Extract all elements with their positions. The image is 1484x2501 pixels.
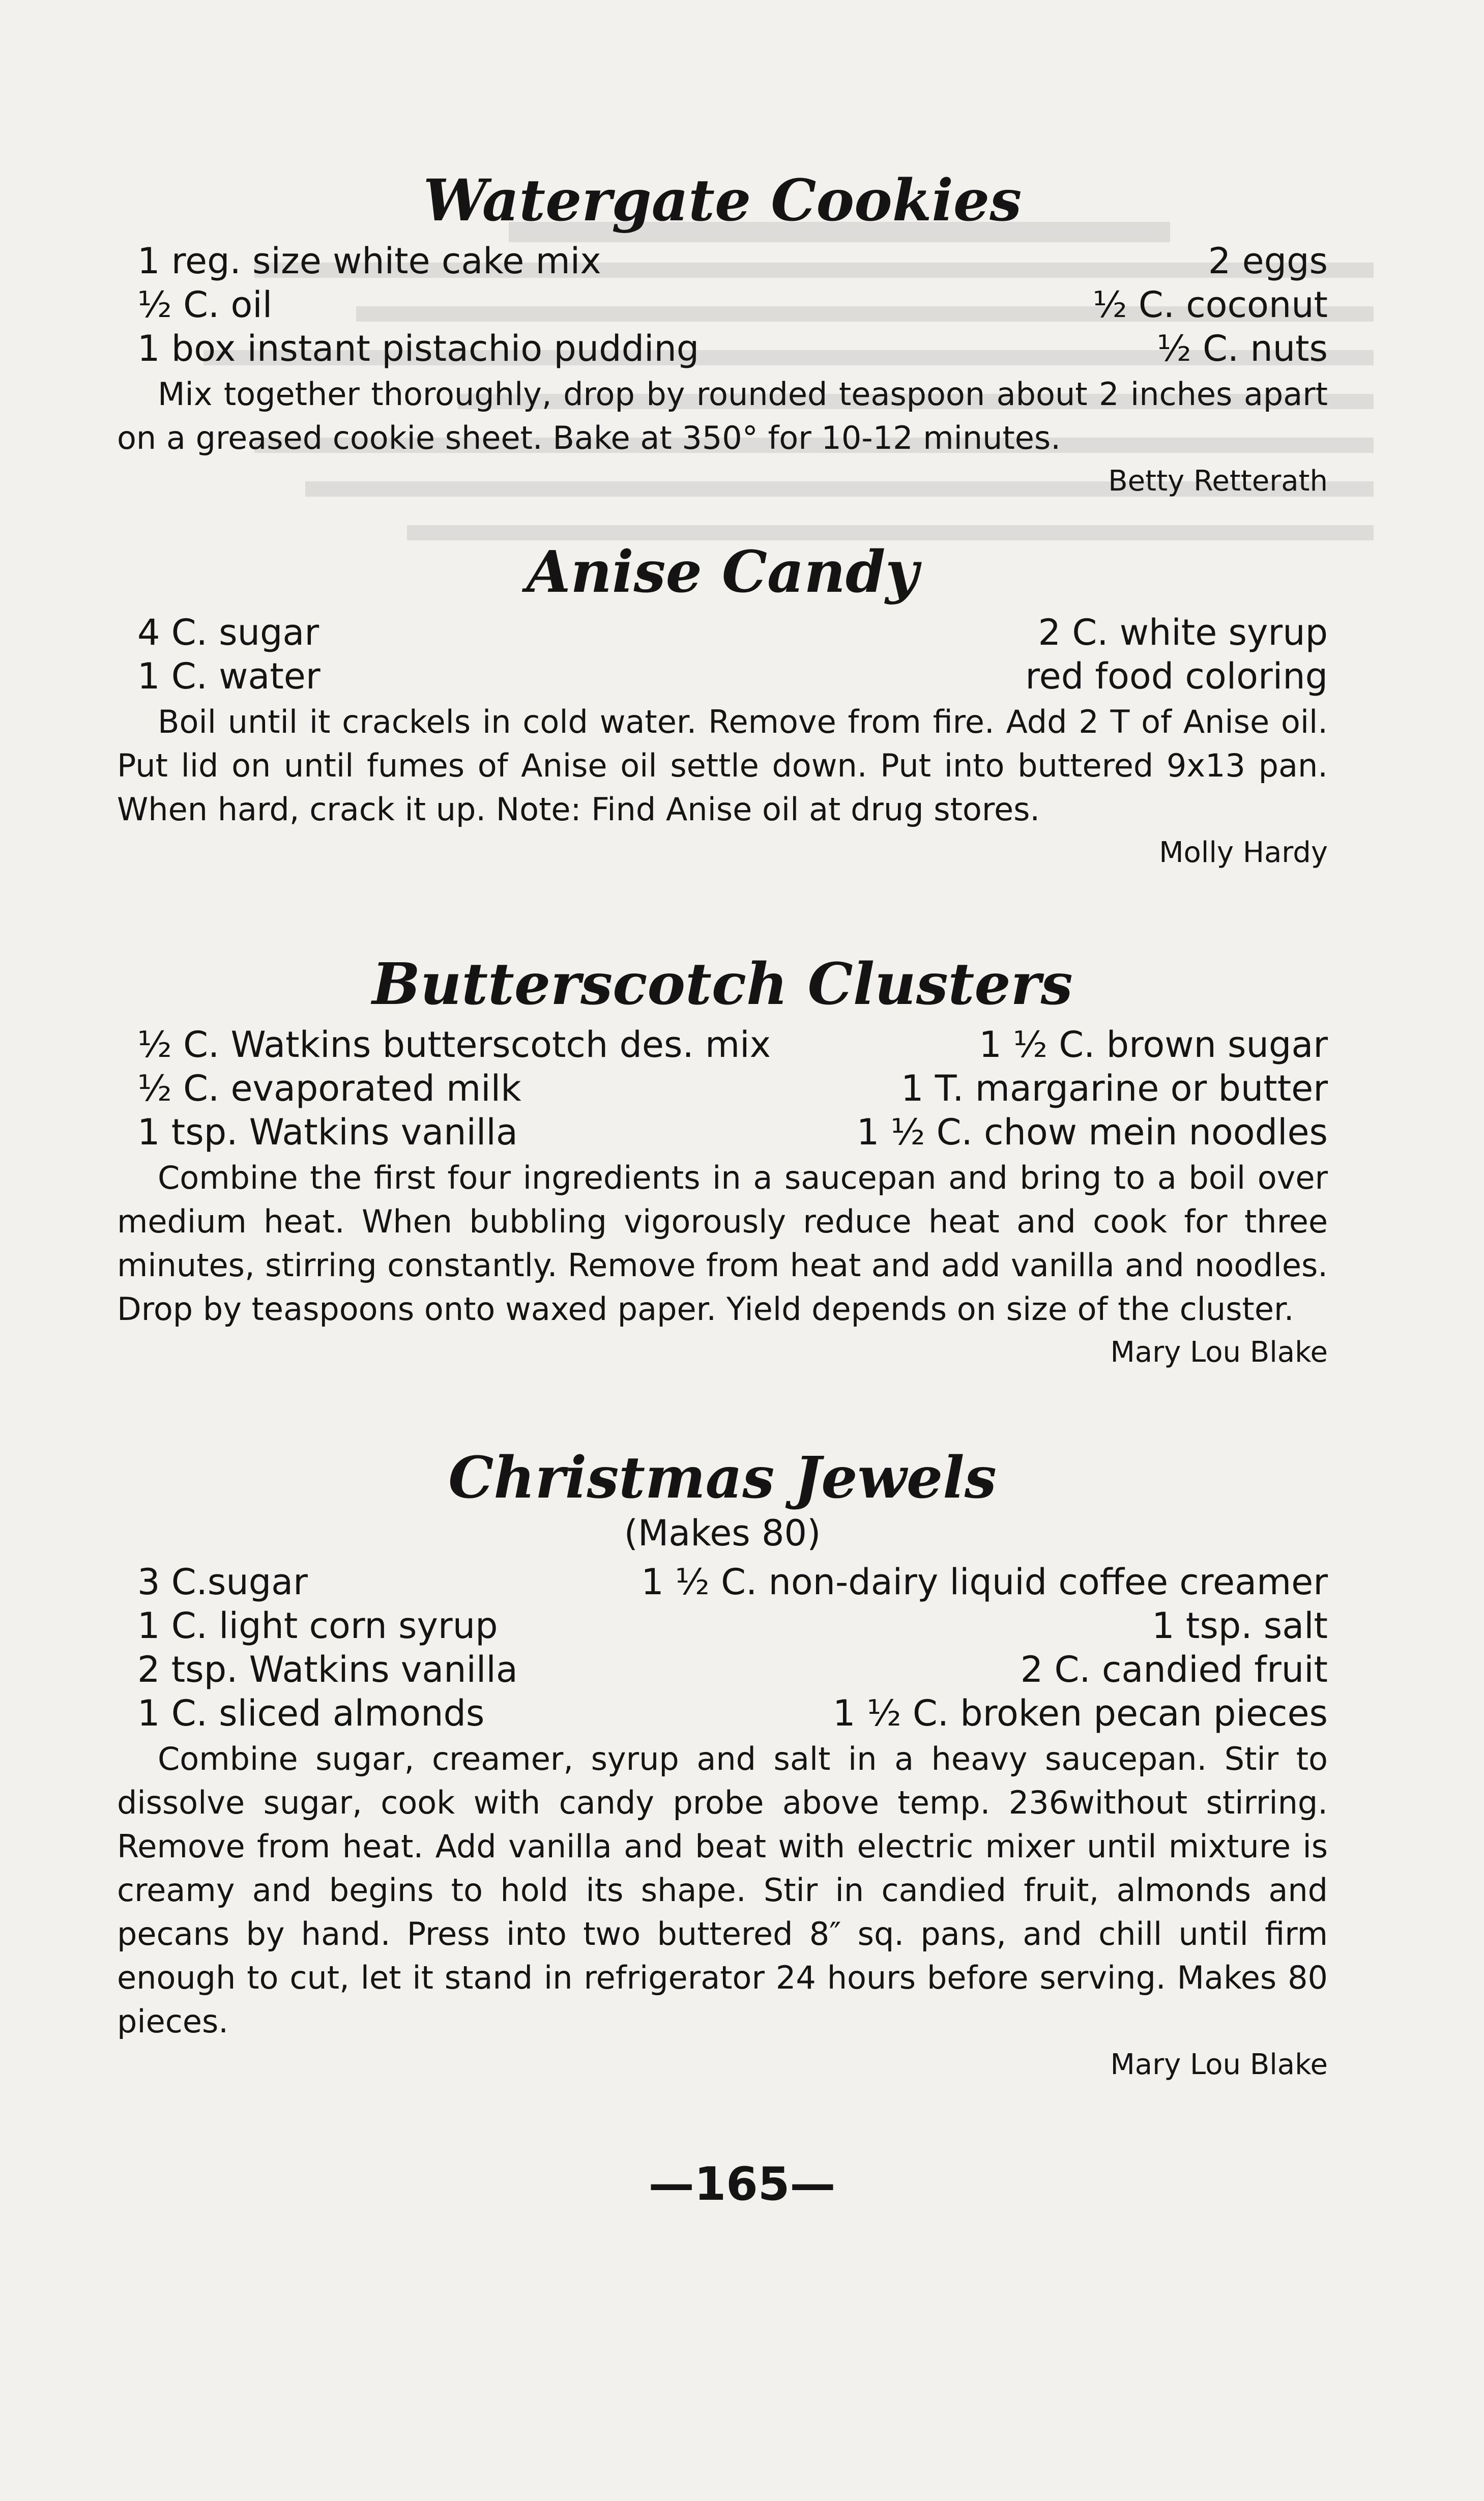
- recipe-author: Mary Lou Blake: [1110, 1336, 1328, 1369]
- ingredient: ½ C. oil: [137, 284, 273, 326]
- ingredient: 1 C. water: [137, 655, 321, 697]
- recipe-author: Molly Hardy: [1159, 836, 1328, 869]
- ingredients-right-column: [857, 1023, 1328, 1154]
- ingredient: 2 C. white syrup: [1038, 612, 1328, 653]
- ingredient: 2 C. candied fruit: [1020, 1649, 1328, 1690]
- recipe-butterscotch-clusters: [117, 952, 1328, 1373]
- recipe-author: Betty Retterath: [1108, 465, 1328, 498]
- recipe-title: Butterscotch Clusters: [372, 951, 1073, 1018]
- ingredient: 1 tsp. salt: [1152, 1605, 1328, 1647]
- ingredient-list: [117, 239, 1328, 370]
- ingredient: ½ C. coconut: [1092, 284, 1328, 326]
- ingredient-list: [117, 1560, 1328, 1735]
- ingredient: 2 tsp. Watkins vanilla: [137, 1649, 518, 1690]
- recipe-christmas-jewels: [117, 1445, 1328, 2085]
- recipe-directions: Combine the first four ingredients in a saucepan and bring to a boil over medium heat. When bubbling vigorously reduce heat and cook for three minutes, stirring constantly. Remove from heat and add vanilla and noodles. Drop by teaspoons onto waxed paper. Yield depends on size of the cluster.: [117, 1159, 1328, 1328]
- ingredients-right-column: [1093, 239, 1328, 370]
- ingredients-left-column: [117, 239, 699, 370]
- recipe-directions: Combine sugar, creamer, syrup and salt in a heavy saucepan. Stir to dissolve sugar, cook with candy probe above temp. 236without stirring. Remove from heat. Add vanilla and beat with electric mixer until mixture is creamy and begins to hold its shape. Stir in candied fruit, almonds and pecans by hand. Press into two buttered 8″ sq. pans, and chill until firm enough to cut, let it stand in refrigerator 24 hours before serving. Makes 80 pieces.: [117, 1740, 1328, 2040]
- ingredient: 2 eggs: [1208, 240, 1328, 282]
- ingredients-left-column: [117, 1023, 771, 1154]
- ingredient: 1 ½ C. chow mein noodles: [856, 1111, 1328, 1153]
- ingredient: ½ C. nuts: [1156, 328, 1328, 369]
- ingredients-left-column: [117, 611, 321, 698]
- recipe-directions: Boil until it crackels in cold water. Remove from fire. Add 2 T of Anise oil. Put lid on until fumes of Anise oil settle down. Put into buttered 9x13 pan. When hard, crack it up. Note: Find Anise oil at drug stores.: [117, 703, 1328, 828]
- ingredient: 4 C. sugar: [137, 612, 319, 653]
- recipe-title: Anise Candy: [526, 539, 919, 606]
- recipe-title: Watergate Cookies: [423, 167, 1022, 234]
- ingredients-right-column: [641, 1560, 1328, 1735]
- ingredients-right-column: [1025, 611, 1328, 698]
- recipe-directions: Mix together thoroughly, drop by rounded teaspoon about 2 inches apart on a greased cookie sheet. Bake at 350° for 10-12 minutes.: [117, 376, 1328, 456]
- recipe-anise-candy: [117, 539, 1328, 873]
- ingredient-list: [117, 1023, 1328, 1154]
- ingredient: 1 ½ C. brown sugar: [979, 1024, 1328, 1066]
- ingredients-left-column: [117, 1560, 518, 1735]
- ingredient: red food coloring: [1025, 655, 1328, 697]
- recipe-yield: (Makes 80): [624, 1512, 821, 1554]
- ingredient: 1 C. light corn syrup: [137, 1605, 498, 1647]
- recipe-watergate-cookies: [117, 168, 1328, 502]
- ingredient: 1 C. sliced almonds: [137, 1692, 485, 1734]
- recipe-author: Mary Lou Blake: [1110, 2048, 1328, 2081]
- recipe-title: Christmas Jewels: [448, 1445, 997, 1511]
- ingredient: 1 reg. size white cake mix: [137, 240, 601, 282]
- ingredient: 1 T. margarine or butter: [900, 1068, 1328, 1109]
- ingredient: 1 ½ C. non-dairy liquid coffee creamer: [641, 1561, 1328, 1603]
- ingredient: ½ C. evaporated milk: [137, 1068, 521, 1109]
- page-number: —165—: [648, 2158, 836, 2211]
- ingredient: 1 box instant pistachio pudding: [137, 328, 700, 369]
- ingredient: ½ C. Watkins butterscotch des. mix: [137, 1024, 771, 1066]
- ingredient-list: [117, 611, 1328, 698]
- ingredient: 3 C.sugar: [137, 1561, 308, 1603]
- ingredient: 1 tsp. Watkins vanilla: [137, 1111, 518, 1153]
- ingredient: 1 ½ C. broken pecan pieces: [833, 1692, 1328, 1734]
